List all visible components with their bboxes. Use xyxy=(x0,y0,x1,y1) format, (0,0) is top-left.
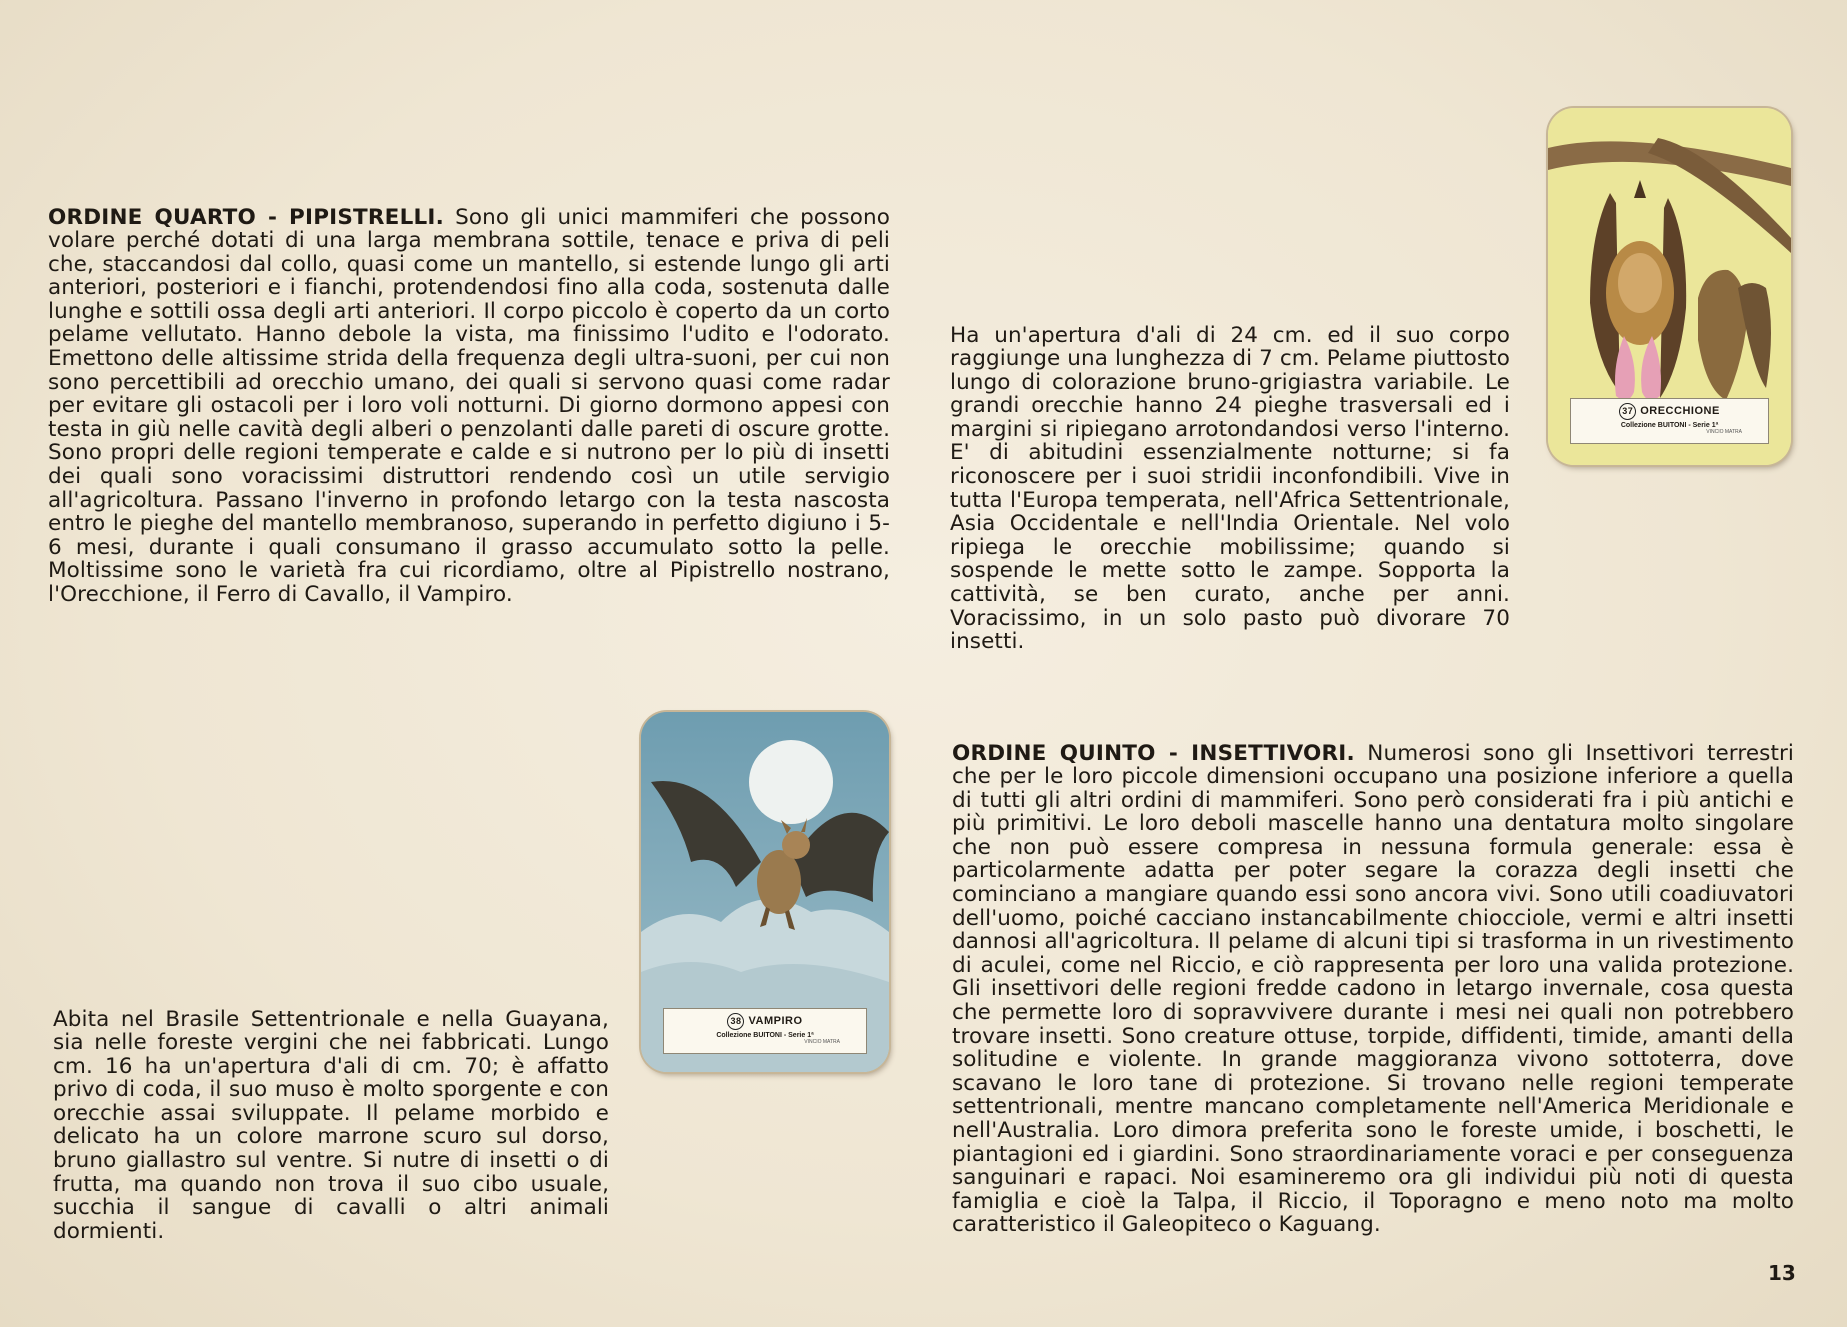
page-number: 13 xyxy=(1768,1261,1796,1285)
insettivori-body: Numerosi sono gli Insettivori terrestri che per le loro piccole dimensioni occupano una posizione inferiore a quella di tutti gli altri ordini di mammiferi. Sono però considerati fra i più antichi e più primitivi. Le loro deboli mascelle hanno una dentatura molto singolare che non può essere compresa in nessuna formula generale: essa è particolarmente adatta per poter segare la corazza degli insetti che cominciano a mangiare quando essi sono ancora vivi. Sono utili coadiuvatori dell'uomo, poiché cacciano instancabilmente chiocciole, vermi e altri insetti dannosi all'agricoltura. Il pelame di alcuni tipi si trasforma in un rivestimento di aculei, come nel Riccio, e ciò rappresenta per loro una valida protezione. Gli insettivori delle regioni fredde cadono in letargo invernale, cosa questa che permette loro di sopravvivere durante i mesi nei quali non potrebbero trovare insetti. Sono creature ottuse, torpide, diffidenti, timide, amanti della solitudine e violente. In grande maggioranza vivono sottoterra, dove scavano le loro tane di protezione. Si trovano nelle regioni temperate settentrionali, mentre mancano completamente nell'America Meridionale e nell'Australia. Loro dimora preferita sono le foreste umide, i boschetti, le piantagioni ed i giardini. Sono straordinariamente voraci e per conseguenza sanguinari e rapaci. Noi esamineremo ora gli individui più noti di questa famiglia e cioè la Talpa, il Riccio, il Toporagno e meno noto ma molto caratteristico il Galeopiteco o Kaguang. xyxy=(952,740,1795,1238)
orecchione-card-label xyxy=(1570,398,1769,444)
card-small-print: VINCIO MATRA xyxy=(1706,429,1742,435)
pipistrelli-body: Sono gli unici mammiferi che possono volare perché dotati di una larga membrana sottile, tenace e priva di peli che, staccandosi dal collo, quasi come un mantello, si estende lungo gli arti anteriori, posteriori e i fianchi, protendendosi fino alla coda, sostenuta dalle lunghe e sottili ossa degli arti anteriori. Il corpo piccolo è coperto da un corto pelame vellutato. Hanno debole la vista, ma finissimo l'udito e l'odorato. Emettono delle altissime strida della frequenza degli ultra-suoni, per cui non sono percettibili ad orecchio umano, dei quali si servono quasi come radar per evitare gli ostacoli per i loro voli notturni. Di giorno dormono appesi con testa in giù nelle cavità degli alberi o penzolanti dalle pareti di oscure grotte. Sono propri delle regioni temperate e calde e si nutrono per lo più di insetti dei quali sono voracissimi distruttori rendendo così un utile servigio all'agricoltura. Passano l'inverno in profondo letargo con la testa nascosta entro le pieghe del mantello membranoso, superando in perfetto digiuno i 5-6 mesi, durante i quali consumano il grasso accumulato sotto la pelle. Moltissime sono le varietà fra cui ricordiamo, oltre al Pipistrello nostrano, l'Orecchione, il Ferro di Cavallo, il Vampiro. xyxy=(48,204,891,607)
pipistrelli-paragraph xyxy=(48,206,890,607)
card-name: ORECCHIONE xyxy=(1640,405,1720,417)
vampiro-card xyxy=(641,712,889,1072)
card-number: 37 xyxy=(1619,403,1636,420)
card-name: VAMPIRO xyxy=(748,1015,803,1027)
card-small-print: VINCIO MATRA xyxy=(804,1039,840,1045)
orecchione-description: Ha un'apertura d'ali di 24 cm. ed il suo corpo raggiunge una lunghezza di 7 cm. Pelame piuttosto lungo di colorazione bruno-grigiastra variabile. Le grandi orecchie hanno 24 pieghe trasversali ed i margini si ripiegano arrotondandosi verso l'interno. E' di abitudini essenzialmente notturne; si fa riconoscere per i suoi stridii inconfondibili. Vive in tutta l'Europa temperata, nell'Africa Settentrionale, Asia Occidentale e nell'India Orientale. Nel volo ripiega le orecchie mobilissime; quando si sospende le mette sotto le zampe. Sopporta la cattività, se ben curato, anche per anni. Voracissimo, in un solo pasto può divorare 70 insetti. xyxy=(950,322,1510,655)
card-number: 38 xyxy=(727,1013,744,1030)
insettivori-paragraph xyxy=(952,742,1794,1237)
vampiro-card-label xyxy=(663,1008,867,1054)
card-collection: Collezione BUITONI - Serie 1ª xyxy=(716,1032,814,1039)
vampiro-description: Abita nel Brasile Settentrionale e nella Guayana, sia nelle foreste vergini che nei fabbricati. Lungo cm. 16 ha un'apertura d'ali di cm. 70; è affatto privo di coda, il suo muso è molto sporgente e con orecchie assai sviluppate. Il pelame morbido e delicato ha un colore marrone scuro sul dorso, bruno giallastro sul ventre. Si nutre di insetti o di frutta, ma quando non trova il suo cibo usuale, succhia il sangue di cavalli o altri animali dormienti. xyxy=(53,1006,609,1244)
orecchione-card xyxy=(1548,108,1791,465)
card-collection: Collezione BUITONI - Serie 1ª xyxy=(1620,422,1719,429)
insettivori-heading: ORDINE QUINTO - INSETTIVORI. xyxy=(952,740,1355,766)
pipistrelli-heading: ORDINE QUARTO - PIPISTRELLI. xyxy=(48,204,444,230)
